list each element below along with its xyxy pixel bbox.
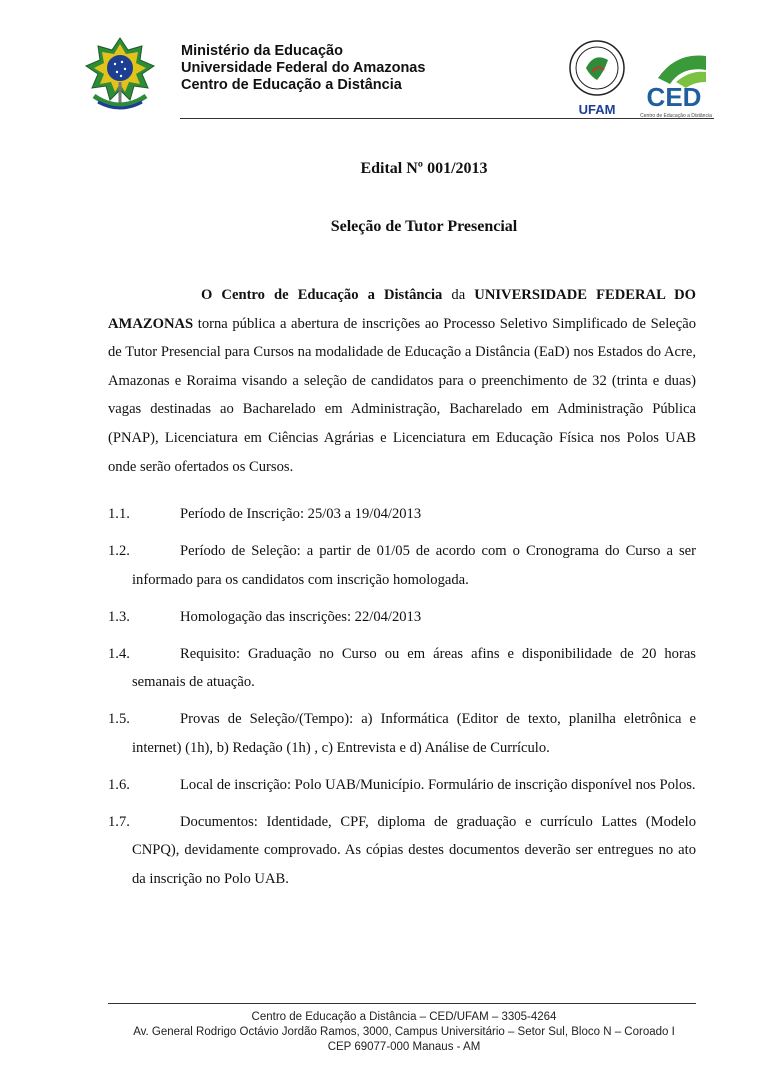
item-text: Período de Inscrição: 25/03 a 19/04/2013: [180, 506, 422, 522]
list-item: [108, 603, 696, 632]
item-number: 1.4.: [108, 645, 130, 662]
intro-body: torna pública a abertura de inscrições ao Processo Seletivo Simplificado de Seleção de Tutor Presencial para Cursos na modalidade de Educação a Distância (EaD) nos Estados do Acre, Amazonas e Roraima visando a seleção de candidatos para o preenchimento de 32 (trinta e duas) vagas destinadas ao Bacharelado em Administração, Bacharelado em Administração Pública (PNAP), Licenciatura em Ciências Agrárias e Licenciatura em Educação Física nos Polos UAB onde serão ofertados os Cursos.: [108, 315, 696, 475]
item-number: 1.3.: [108, 608, 130, 625]
intro-university-name: UNIVERSIDADE FEDERAL DO AMAZONAS: [108, 287, 696, 332]
ufam-label: UFAM: [578, 102, 616, 117]
footer-divider: [108, 1003, 696, 1004]
ministry-name: Ministério da Educação: [181, 43, 343, 59]
intro-center-name: O Centro de Educação a Distância: [201, 287, 443, 303]
institution-lines: [181, 43, 425, 94]
item-number: 1.5.: [108, 711, 130, 728]
brazil-coat-of-arms-icon: [84, 36, 156, 114]
items-list: [108, 500, 696, 902]
intro-connector: da: [442, 287, 475, 303]
list-item: [108, 500, 696, 529]
item-number: 1.7.: [108, 813, 130, 830]
footer-contact: Centro de Educação a Distância – CED/UFAM – 3305-4264: [251, 1011, 557, 1023]
page-header: [84, 30, 714, 125]
item-text: Período de Seleção: a partir de 01/05 de acordo com o Cronograma do Curso a ser informado para os candidatos com inscrição homologada.: [132, 542, 696, 588]
list-item: [108, 705, 696, 762]
intro-paragraph: [108, 281, 696, 481]
footer-address: Av. General Rodrigo Octávio Jordão Ramos, 3000, Campus Universitário – Setor Sul, Bloco N – Coroado I: [133, 1026, 675, 1038]
edital-title: Edital Nº 001/2013: [360, 160, 488, 177]
item-text: Requisito: Graduação no Curso ou em áreas afins e disponibilidade de 20 horas semanais de atuação.: [132, 645, 696, 691]
list-item: [108, 771, 696, 800]
list-item: [108, 640, 696, 697]
item-number: 1.1.: [108, 506, 130, 522]
university-name: Universidade Federal do Amazonas: [181, 60, 426, 76]
list-item: [108, 808, 696, 894]
ced-subtitle: Centro de Educação a Distância: [640, 113, 712, 119]
selection-title: Seleção de Tutor Presencial: [330, 218, 518, 235]
ced-label: CED: [646, 82, 702, 112]
center-name: Centro de Educação a Distância: [181, 77, 402, 93]
footer-postal-code: CEP 69077-000 Manaus - AM: [327, 1041, 481, 1053]
item-text: Provas de Seleção/(Tempo): a) Informática (Editor de texto, planilha eletrônica e internet) (1h), b) Redação (1h) , c) Entrevista e d) Análise de Currículo.: [132, 711, 696, 756]
ufam-seal-logo: [564, 38, 630, 118]
item-text: Local de inscrição: Polo UAB/Município. Formulário de inscrição disponível nos Polos.: [180, 776, 696, 793]
item-text: Documentos: Identidade, CPF, diploma de graduação e currículo Lattes (Modelo CNPQ), devidamente comprovado. As cópias destes documentos deverão ser entregues no ato da inscrição no Polo UAB.: [132, 813, 696, 887]
item-text: Homologação das inscrições: 22/04/2013: [180, 608, 422, 625]
list-item: [108, 537, 696, 594]
item-number: 1.6.: [108, 776, 130, 793]
item-number: 1.2.: [108, 542, 130, 559]
ced-logo: [636, 48, 714, 120]
header-divider: [180, 118, 714, 119]
